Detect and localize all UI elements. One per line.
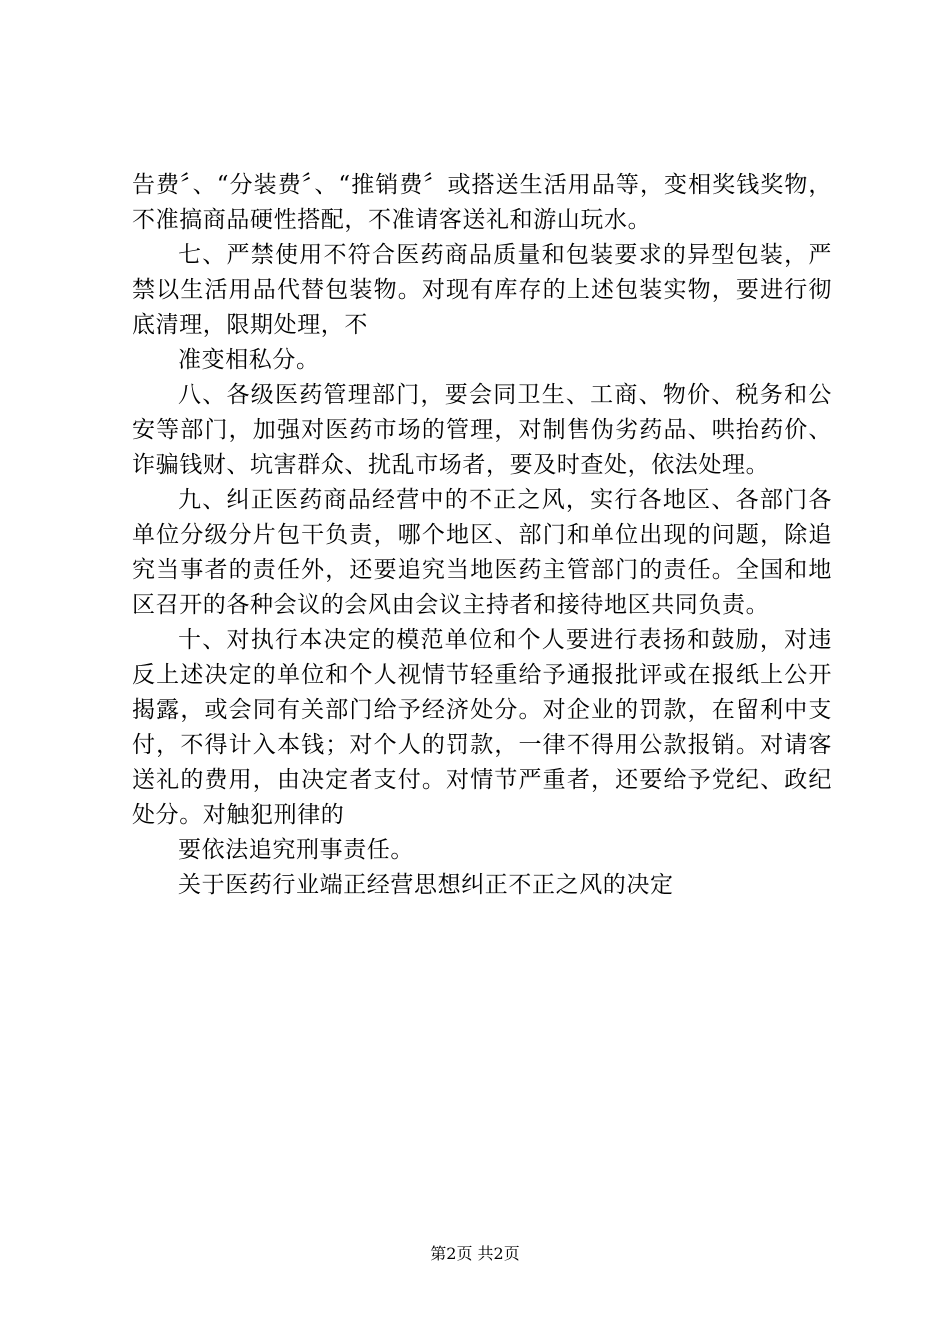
document-title-line: 关于医药行业端正经营思想纠正不正之风的决定 [178, 872, 674, 898]
document-body [132, 168, 832, 903]
paragraph-item-10: 十、对执行本决定的模范单位和个人要进行表扬和鼓励，对违反上述决定的单位和个人视情节轻重给予通报批评或在报纸上公开揭露，或会同有关部门给予经济处分。对企业的罚款，在留利中支付，不得计入本钱；对个人的罚款，一律不得用公款报销。对请客送礼的费用，由决定者支付。对情节严重者，还要给予党纪、政纪处分。对触犯刑律的 [132, 627, 832, 828]
paragraph-item-7-tail: 准变相私分。 [178, 347, 320, 373]
paragraph-item-7: 七、严禁使用不符合医药商品质量和包装要求的异型包装，严禁以生活用品代替包装物。对现有库存的上述包装实物，要进行彻底清理，限期处理，不 [132, 242, 832, 338]
paragraph-item-8: 八、各级医药管理部门，要会同卫生、工商、物价、税务和公安等部门，加强对医药市场的管理，对制售伪劣药品、哄抬药价、诈骗钱财、坑害群众、扰乱市场者，要及时查处，依法处理。 [132, 382, 832, 478]
page-footer [0, 1244, 950, 1264]
paragraph-item-10-tail: 要依法追究刑事责任。 [178, 837, 414, 863]
page-number-label: 第2页 共2页 [430, 1244, 520, 1263]
paragraph-item-9: 九、纠正医药商品经营中的不正之风，实行各地区、各部门各单位分级分片包干负责，哪个地区、部门和单位出现的问题，除追究当事者的责任外，还要追究当地医药主管部门的责任。全国和地区召开的各种会议的会风由会议主持者和接待地区共同负责。 [132, 487, 832, 618]
paragraph-continuation: 告费〞、“分装费〞、“推销费〞或搭送生活用品等，变相奖钱奖物，不准搞商品硬性搭配，不准请客送礼和游山玩水。 [132, 172, 832, 233]
